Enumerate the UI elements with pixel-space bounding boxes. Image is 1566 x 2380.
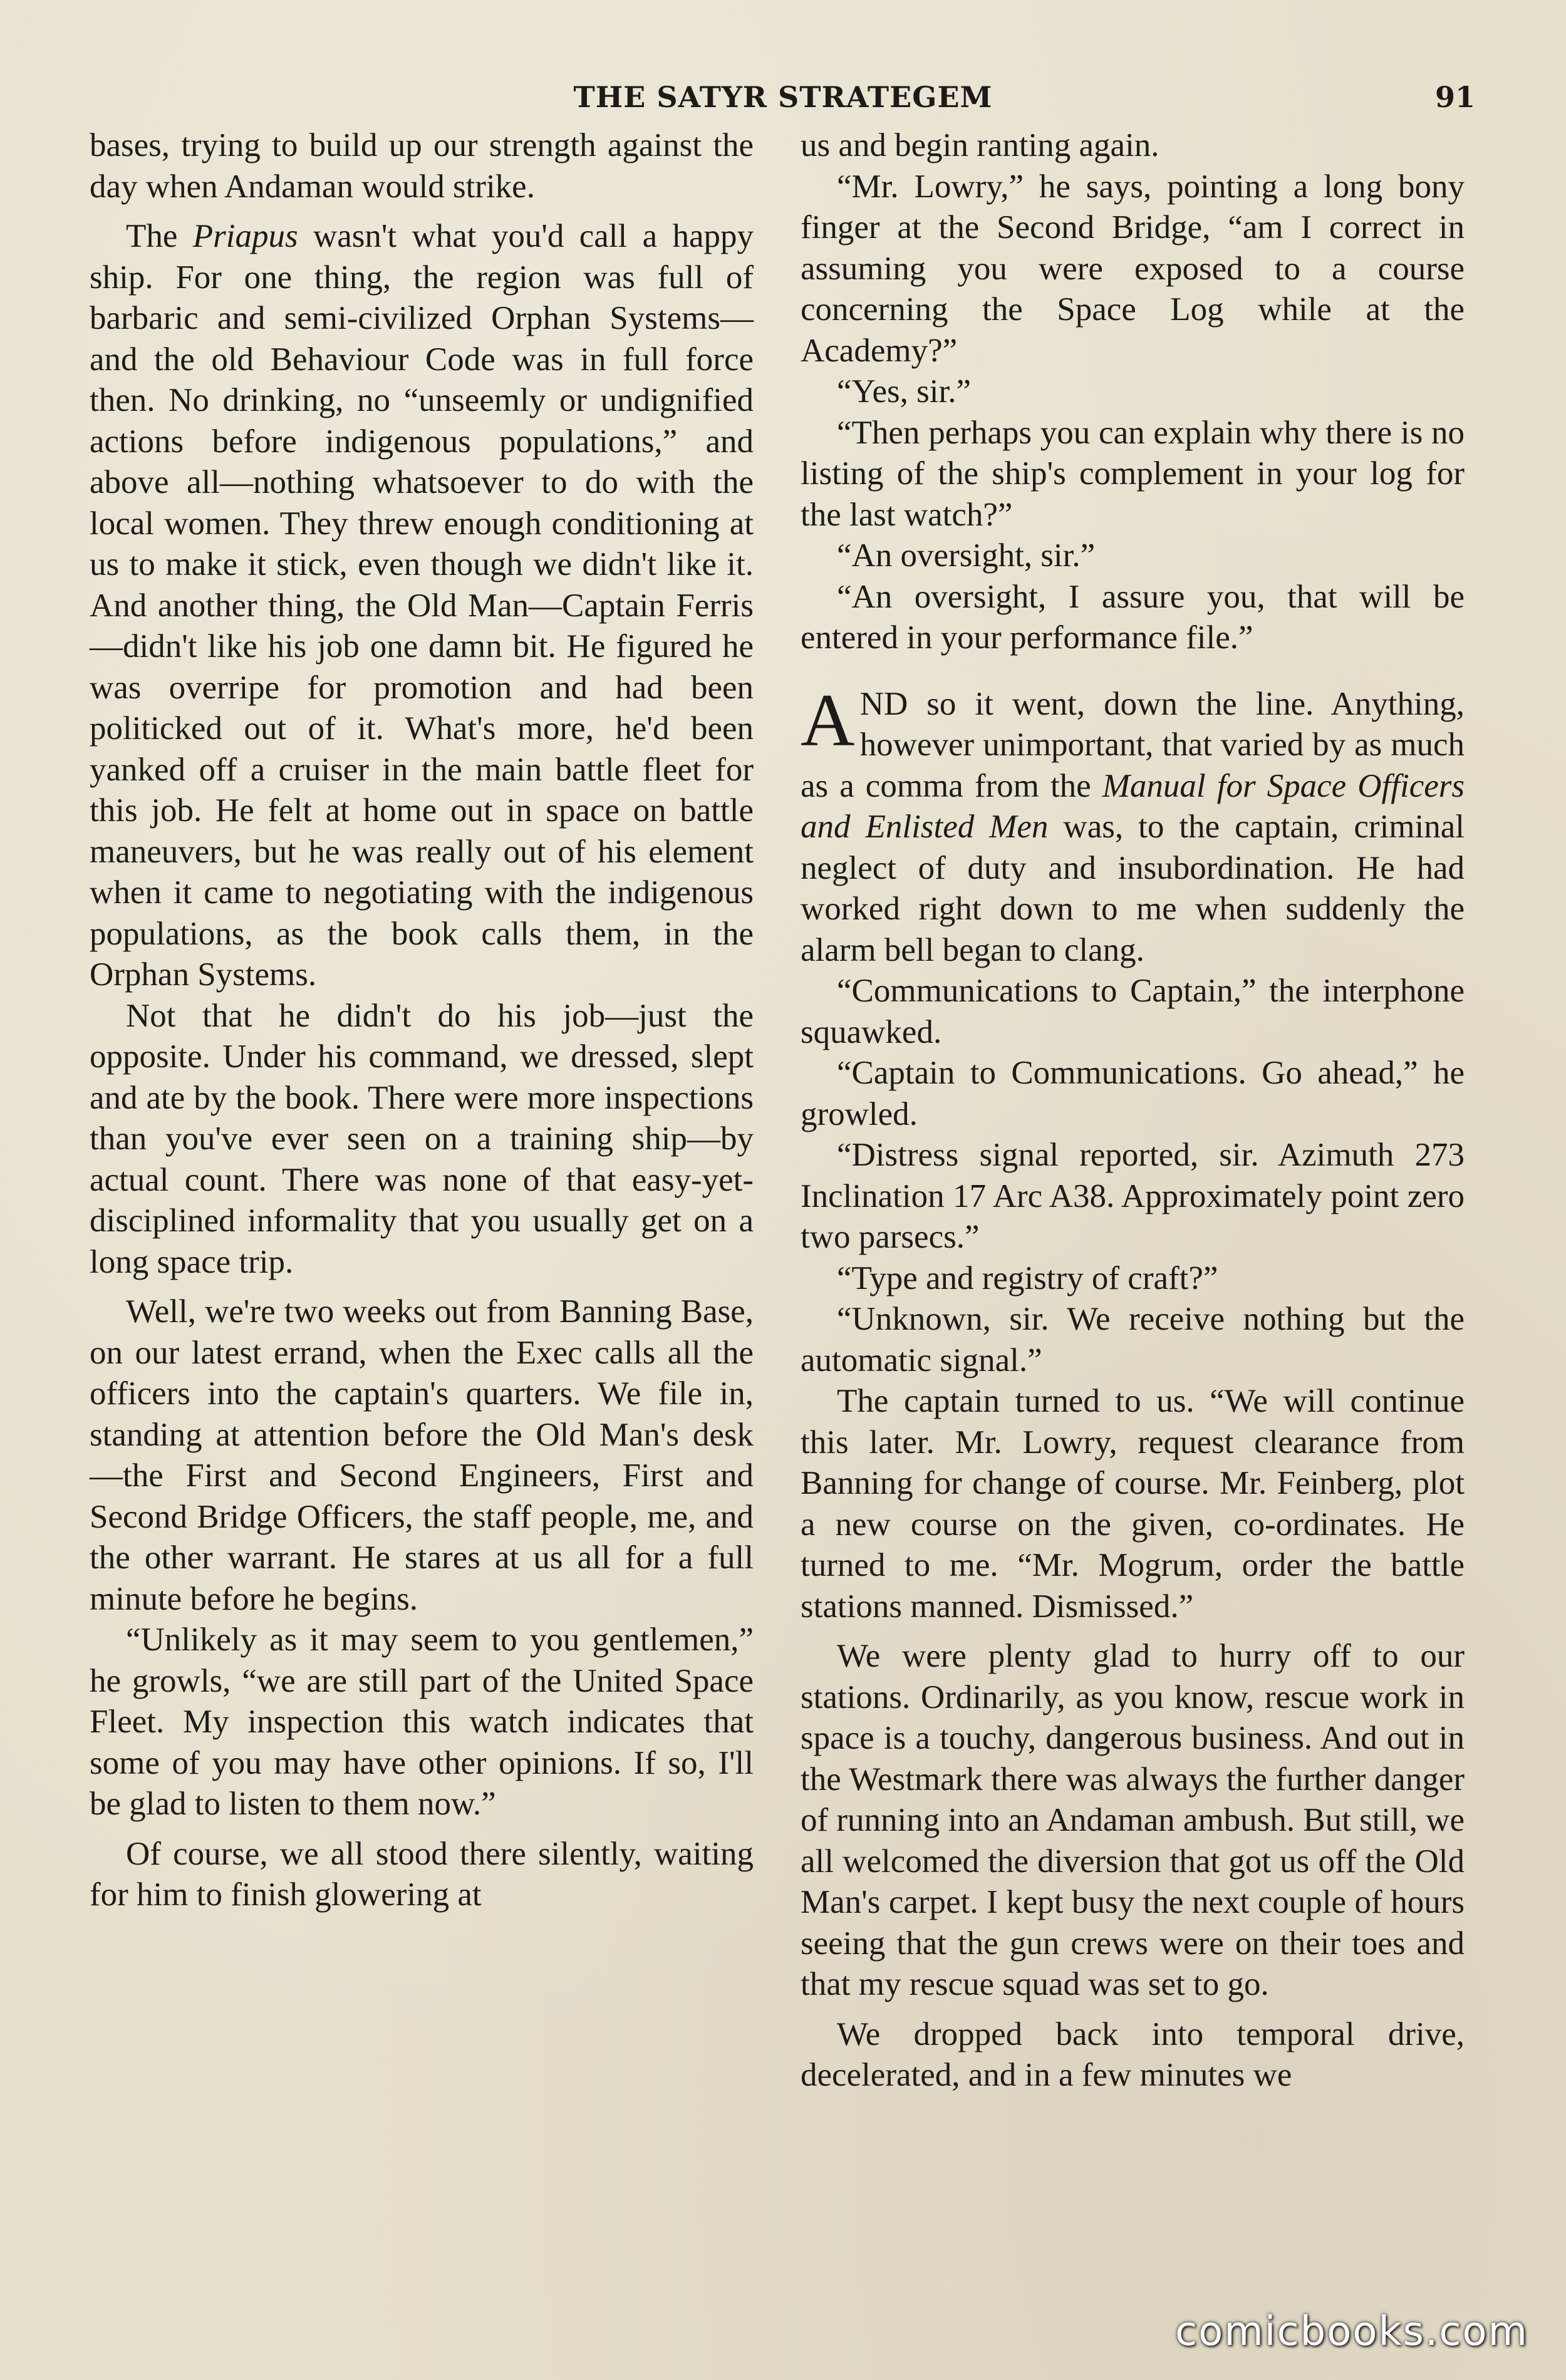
running-head: THE SATYR STRATEGEM — [573, 80, 993, 114]
paragraph — [90, 216, 754, 996]
paragraph: “Then perhaps you can explain why there is no listing of the ship's complement in your log for the last watch?” — [801, 414, 1465, 533]
paragraph: “Mr. Lowry,” he says, pointing a long bony finger at the Second Bridge, “am I correct in assuming you were exposed to a course concerning the Space Log while at the Academy?” — [801, 168, 1465, 369]
paragraph: “Yes, sir.” — [837, 373, 971, 410]
page-number: 91 — [1434, 80, 1475, 114]
paragraph-lead: The — [126, 218, 193, 254]
paragraph: “Type and registry of craft?” — [837, 1260, 1218, 1296]
paragraph-tail: was, to the captain, criminal neglect of duty and insubordination. He had worked right down to me when suddenly the alarm bell began to clang. — [801, 809, 1465, 968]
paragraph: Not that he didn't do his job—just the opposite. Under his command, we dressed, slept and ate by the book. There were more inspections than you've ever seen on a training ship—by actual count. There was none of that easy-yet-disciplined informality that you usually get on a long space trip. — [90, 997, 754, 1280]
paragraph: Of course, we all stood there silently, waiting for him to finish glowering at — [90, 1835, 754, 1913]
paragraph: “Distress signal reported, sir. Azimuth 273 Inclination 17 Arc A38. Approximately point zero two parsecs.” — [801, 1137, 1465, 1255]
paragraph: “Communications to Captain,” the interphone squawked. — [801, 973, 1465, 1050]
right-column — [801, 125, 1465, 2096]
paragraph: “An oversight, sir.” — [837, 537, 1096, 574]
paragraph: bases, trying to build up our strength against the day when Andaman would strike. — [90, 127, 754, 205]
paragraph-lead: ND so it went, down the line. Anything, however unimportant, that varied by as much as a comma from the — [801, 685, 1465, 804]
drop-cap: A — [801, 678, 855, 762]
paragraph-text: wasn't what you'd call a happy ship. For one thing, the region was full of barbaric and semi-civilized Orphan Systems—and the old Behaviour Code was in full force then. No drinking, no “unseemly or undignified actions before indigenous populations,” and above all—nothing whatsoever to do with the local women. They threw enough conditioning at us to make it stick, even though we didn't like it. And another thing, the Old Man—Captain Ferris—didn't like his job one damn bit. He figured he was overripe for promotion and had been politicked out of it. What's more, he'd been yanked off a cruiser in the main battle fleet for this job. He felt at home out in space on battle maneuvers, but he was really out of his element when it came to negotiating with the indigenous populations, as the book calls them, in the Orphan Systems. — [90, 218, 754, 993]
paragraph: us and begin ranting again. — [801, 127, 1159, 163]
ship-name: Priapus — [192, 218, 298, 254]
paragraph: “Unknown, sir. We receive nothing but the automatic signal.” — [801, 1301, 1465, 1379]
paragraph: “Unlikely as it may seem to you gentlemen,” he growls, “we are still part of the United Space Fleet. My inspection this watch indicates that some of you may have other opinions. If so, I'll be glad to listen to them now.” — [90, 1622, 754, 1822]
left-column — [90, 125, 754, 1916]
book-title: Manual for Space Officers and Enlisted Men — [801, 767, 1465, 845]
page-header — [91, 80, 1475, 124]
watermark: comicbooks.com — [1174, 2309, 1528, 2355]
paragraph: The captain turned to us. “We will continue this later. Mr. Lowry, request clearance from Banning for change of course. Mr. Feinberg, plot a new course on the given, co-ordinates. He turned to me. “Mr. Mogrum, order the battle stations manned. Dismissed.” — [801, 1383, 1465, 1625]
paragraph: Well, we're two weeks out from Banning Base, on our latest errand, when the Exec calls all the officers into the captain's quarters. We file in, standing at attention before the Old Man's desk —the First and Second Engineers, First and Second Bridge Officers, the staff people, me, and the other warrant. He stares at us all for a full minute before he begins. — [90, 1293, 754, 1617]
section-paragraph — [801, 678, 1465, 971]
paragraph: We were plenty glad to hurry off to our stations. Ordinarily, as you know, rescue work in space is a touchy, dangerous business. And out in the Westmark there was always the further danger of running into an Andaman ambush. But still, we all welcomed the diversion that got us off the Old Man's carpet. I kept busy the next couple of hours seeing that the gun crews were on their toes and that my rescue squad was set to go. — [801, 1638, 1465, 2002]
paragraph: “Captain to Communications. Go ahead,” he growled. — [801, 1055, 1465, 1132]
paragraph: “An oversight, I assure you, that will be entered in your performance file.” — [801, 578, 1465, 656]
paragraph: We dropped back into temporal drive, decelerated, and in a few minutes we — [801, 2015, 1465, 2093]
